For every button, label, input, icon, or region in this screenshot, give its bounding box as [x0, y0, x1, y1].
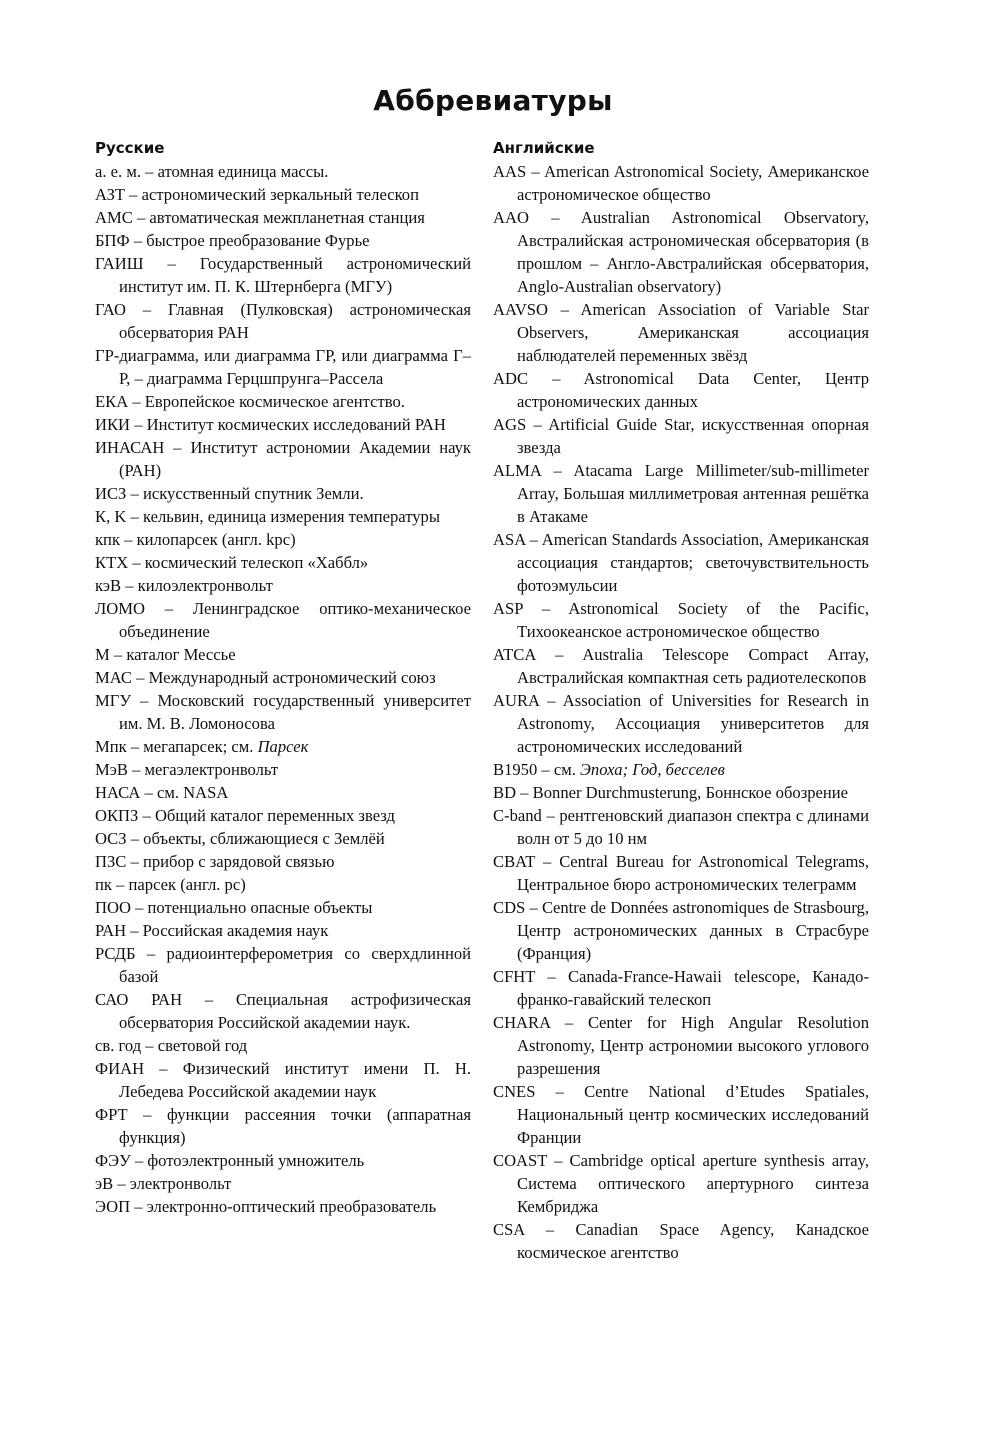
abbreviation-definition: см. NASA — [156, 783, 229, 802]
abbreviation-separator: – — [144, 1059, 183, 1078]
abbreviation-term: кэВ — [95, 576, 122, 595]
abbreviation-definition: мегапарсек; см. — [143, 737, 258, 756]
abbreviation-definition: килопарсек (англ. kpc) — [136, 530, 296, 549]
abbreviation-separator: – — [130, 415, 147, 434]
abbreviation-definition: радиоинтерферометрия со сверхдлинной базой — [119, 944, 472, 986]
abbreviation-definition: рентгеновский диапазон спектра с длинами волн от 5 до 10 нм — [517, 806, 869, 848]
abbreviation-term: COAST — [493, 1151, 548, 1170]
abbreviation-separator: – — [516, 783, 533, 802]
abbreviation-term: МГУ — [95, 691, 132, 710]
abbreviation-definition: Association of Universities for Research in Astronomy, Ассоциация университетов для астрономических исследований — [517, 691, 869, 756]
russian-heading: Русские — [95, 139, 165, 157]
abbreviation-definition: Cambridge optical aperture synthesis array, Система оптического апертурного синтеза Кембриджа — [517, 1151, 869, 1216]
abbreviation-definition: American Association of Variable Star Observers, Американская ассоциация наблюдателей переменных звёзд — [517, 300, 869, 365]
abbreviation-term: св. год — [95, 1036, 142, 1055]
abbreviation-definition: American Standards Association, Американская ассоциация стандартов; светочувствительность фотоэмульсии — [517, 530, 869, 595]
abbreviation-separator: – — [539, 691, 563, 710]
abbreviation-term: ИСЗ — [95, 484, 127, 503]
abbreviation-separator: – — [113, 1174, 130, 1193]
english-column — [493, 138, 869, 1264]
abbreviation-entry — [95, 160, 471, 183]
abbreviation-term: ОСЗ — [95, 829, 127, 848]
abbreviation-term: кпк — [95, 530, 121, 549]
abbreviation-definition: Институт космических исследований РАН — [146, 415, 446, 434]
abbreviation-definition: килоэлектронвольт — [137, 576, 273, 595]
abbreviation-term: CNES — [493, 1082, 536, 1101]
abbreviation-definition: кельвин, единица измерения температуры — [142, 507, 440, 526]
abbreviation-definition: Atacama Large Millimeter/sub-millimeter Array, Большая миллиметровая антенная решётка в Атакаме — [517, 461, 869, 526]
abbreviation-entry — [493, 160, 869, 206]
abbreviation-separator: – — [548, 300, 581, 319]
abbreviation-separator: – — [547, 1151, 570, 1170]
abbreviation-entry — [95, 1057, 471, 1103]
abbreviation-separator: – — [164, 438, 191, 457]
abbreviation-term: AURA — [493, 691, 540, 710]
abbreviation-entry — [493, 528, 869, 597]
abbreviation-term: ЕКА — [95, 392, 129, 411]
english-abbreviation-list — [493, 160, 869, 1264]
abbreviation-separator: – — [131, 691, 158, 710]
abbreviation-separator: – — [128, 392, 145, 411]
abbreviation-entry — [95, 1149, 471, 1172]
abbreviation-term: пк — [95, 875, 112, 894]
abbreviation-term: ГАИШ — [95, 254, 144, 273]
abbreviation-entry — [95, 252, 471, 298]
abbreviation-entry — [493, 850, 869, 896]
abbreviation-term: ALMA — [493, 461, 541, 480]
abbreviation-entry — [95, 1195, 471, 1218]
abbreviation-term: CDS — [493, 898, 526, 917]
abbreviation-entry — [95, 528, 471, 551]
abbreviation-separator: – — [126, 507, 143, 526]
abbreviation-definition: каталог Мессье — [126, 645, 236, 664]
abbreviation-definition: быстрое преобразование Фурье — [146, 231, 370, 250]
abbreviation-term: ЛОМО — [95, 599, 145, 618]
abbreviation-term: ИНАСАН — [95, 438, 165, 457]
abbreviation-definition: фотоэлектронный умножитель — [147, 1151, 365, 1170]
abbreviation-term: B1950 — [493, 760, 538, 779]
abbreviation-separator: – — [121, 576, 138, 595]
abbreviation-separator: – — [125, 300, 168, 319]
abbreviation-definition: Canadian Space Agency, Канадское космическое агентство — [517, 1220, 870, 1262]
abbreviation-separator: – — [140, 162, 158, 181]
abbreviation-separator: – — [129, 231, 147, 250]
abbreviation-term: ATCA — [493, 645, 536, 664]
abbreviation-term: Мпк — [95, 737, 127, 756]
abbreviation-entry — [493, 758, 869, 781]
abbreviation-definition: Ленинградское оптико-механическое объединение — [119, 599, 471, 641]
abbreviation-separator: – — [130, 1197, 147, 1216]
abbreviation-definition: см. — [553, 760, 581, 779]
abbreviation-term: ФЭУ — [95, 1151, 131, 1170]
abbreviation-entry — [493, 896, 869, 965]
abbreviation-definition: автоматическая межпланетная станция — [149, 208, 425, 227]
abbreviation-definition: Bonner Durchmusterung, Боннское обозрение — [532, 783, 849, 802]
abbreviation-separator: – — [525, 530, 542, 549]
abbreviation-term: ASP — [493, 599, 523, 618]
abbreviation-definition: Astronomical Data Center, Центр астрономических данных — [517, 369, 869, 411]
abbreviation-term: РСДБ — [95, 944, 136, 963]
abbreviation-term: AGS — [493, 415, 527, 434]
abbreviation-entry — [493, 689, 869, 758]
abbreviation-entry — [95, 896, 471, 919]
abbreviation-separator: – — [535, 645, 583, 664]
abbreviation-entry — [95, 988, 471, 1034]
abbreviation-entry — [95, 1172, 471, 1195]
abbreviation-entry — [493, 1149, 869, 1218]
abbreviation-entry — [95, 183, 471, 206]
abbreviation-separator: – — [524, 1220, 576, 1239]
abbreviation-term: БПФ — [95, 231, 130, 250]
abbreviation-term: ЭОП — [95, 1197, 131, 1216]
abbreviation-term: САО РАН — [95, 990, 183, 1009]
abbreviation-definition: Center for High Angular Resolution Astronomy, Центр астрономии высокого углового разрешения — [517, 1013, 870, 1078]
abbreviation-cross-reference: Парсек — [257, 737, 309, 756]
abbreviation-separator: – — [541, 806, 560, 825]
abbreviation-definition: мегаэлектронвольт — [144, 760, 279, 779]
abbreviation-definition: Centre National d’Etudes Spatiales, Национальный центр космических исследований Франции — [517, 1082, 870, 1147]
abbreviation-separator: – — [120, 530, 137, 549]
abbreviation-entry — [493, 298, 869, 367]
abbreviation-definition: Российская академия наук — [142, 921, 329, 940]
abbreviation-entry — [95, 942, 471, 988]
abbreviation-separator: – — [135, 944, 167, 963]
abbreviation-definition: Государственный астрономический институт им. П. К. Штернберга (МГУ) — [119, 254, 472, 296]
abbreviation-entry — [95, 574, 471, 597]
abbreviation-entry — [95, 1103, 471, 1149]
page-title: Аббревиатуры — [373, 84, 613, 117]
abbreviation-term: АЗТ — [95, 185, 126, 204]
abbreviation-separator: – — [522, 599, 569, 618]
abbreviation-separator: – — [535, 967, 568, 986]
abbreviation-definition: Canada-France-Hawaii telescope, Канадо-франко-гавайский телескоп — [517, 967, 869, 1009]
abbreviation-separator: – — [550, 1013, 588, 1032]
abbreviation-separator: – — [126, 852, 143, 871]
abbreviation-definition: Институт астрономии Академии наук (РАН) — [119, 438, 471, 480]
abbreviation-term: ОКПЗ — [95, 806, 139, 825]
abbreviation-entry — [493, 597, 869, 643]
abbreviation-definition: диаграмма Герцшпрунга–Рассела — [146, 369, 384, 388]
abbreviation-definition: парсек (англ. pc) — [128, 875, 246, 894]
abbreviation-definition: электронвольт — [129, 1174, 232, 1193]
russian-column — [95, 138, 471, 1218]
abbreviation-separator: – — [132, 208, 150, 227]
abbreviation-entry — [95, 666, 471, 689]
abbreviation-definition: астрономический зеркальный телескоп — [141, 185, 419, 204]
abbreviation-term: МэВ — [95, 760, 128, 779]
abbreviation-entry — [95, 1034, 471, 1057]
abbreviation-term: AAS — [493, 162, 527, 181]
abbreviation-entry — [95, 413, 471, 436]
abbreviation-term: К, K — [95, 507, 127, 526]
abbreviation-definition: Европейское космическое агентство. — [144, 392, 405, 411]
abbreviation-separator: – — [144, 599, 193, 618]
abbreviation-entry — [95, 390, 471, 413]
abbreviation-entry — [95, 758, 471, 781]
abbreviation-entry — [493, 1011, 869, 1080]
abbreviation-term: ПЗС — [95, 852, 127, 871]
abbreviation-term: CFHT — [493, 967, 536, 986]
abbreviation-entry — [493, 206, 869, 298]
abbreviation-separator: – — [131, 668, 149, 687]
abbreviation-separator: – — [140, 783, 157, 802]
abbreviation-definition: прибор с зарядовой связью — [142, 852, 335, 871]
abbreviation-separator: – — [141, 1036, 158, 1055]
abbreviation-definition: Специальная астрофизическая обсерватория Российской академии наук. — [119, 990, 471, 1032]
abbreviation-entry — [493, 804, 869, 850]
abbreviation-term: CHARA — [493, 1013, 551, 1032]
abbreviation-entry — [493, 459, 869, 528]
abbreviation-entry — [95, 597, 471, 643]
abbreviation-separator: – — [540, 461, 574, 480]
abbreviation-term: КТХ — [95, 553, 129, 572]
abbreviation-entry — [493, 1218, 869, 1264]
abbreviation-cross-reference: Эпоха; Год, бесселев — [580, 760, 725, 779]
abbreviation-separator: – — [143, 254, 200, 273]
abbreviation-term: ГР-диаграмма, или диаграмма ГР, или диаграмма Г–Р, — [95, 346, 471, 388]
abbreviation-separator: – — [525, 898, 542, 917]
abbreviation-entry — [95, 482, 471, 505]
abbreviation-entry — [493, 413, 869, 459]
abbreviation-separator: – — [126, 737, 144, 756]
abbreviation-entry — [493, 781, 869, 804]
abbreviation-definition: Australian Astronomical Observatory, Австралийская астрономическая обсерватория (в прошлом – Англо-Австралийская обсерватория, Anglo-Australian observatory) — [517, 208, 869, 296]
abbreviation-term: ИКИ — [95, 415, 131, 434]
abbreviation-term: AAVSO — [493, 300, 549, 319]
abbreviation-definition: космический телескоп «Хаббл» — [144, 553, 369, 572]
abbreviation-definition: искусственный спутник Земли. — [142, 484, 364, 503]
abbreviation-definition: Artificial Guide Star, искусственная опорная звезда — [517, 415, 869, 457]
russian-abbreviation-list — [95, 160, 471, 1218]
abbreviation-entry — [95, 735, 471, 758]
abbreviation-separator: – — [535, 852, 560, 871]
abbreviation-entry — [95, 551, 471, 574]
abbreviation-separator: – — [126, 484, 143, 503]
abbreviation-separator: – — [130, 1151, 148, 1170]
abbreviation-separator: – — [128, 553, 145, 572]
abbreviation-term: РАН — [95, 921, 127, 940]
abbreviation-definition: Astronomical Society of the Pacific, Тихоокеанское астрономическое общество — [517, 599, 869, 641]
abbreviation-definition: функции рассеяния точки (аппаратная функция) — [119, 1105, 471, 1147]
abbreviation-separator: – — [130, 898, 148, 917]
abbreviation-definition: American Astronomical Society, Американское астрономическое общество — [517, 162, 869, 204]
abbreviation-entry — [95, 873, 471, 896]
abbreviation-definition: потенциально опасные объекты — [147, 898, 373, 917]
abbreviation-term: АМС — [95, 208, 133, 227]
abbreviation-term: CBAT — [493, 852, 536, 871]
abbreviation-entry — [493, 367, 869, 413]
abbreviation-entry — [493, 1080, 869, 1149]
abbreviation-separator: – — [138, 806, 155, 825]
english-heading: Английские — [493, 139, 595, 157]
abbreviation-definition: световой год — [157, 1036, 248, 1055]
abbreviation-definition: Московский государственный университет им. М. В. Ломоносова — [119, 691, 472, 733]
abbreviation-entry — [95, 298, 471, 344]
abbreviation-definition: объекты, сближающиеся с Землёй — [143, 829, 385, 848]
abbreviation-entry — [95, 505, 471, 528]
abbreviation-entry — [95, 804, 471, 827]
abbreviation-entry — [95, 919, 471, 942]
abbreviation-entry — [493, 643, 869, 689]
abbreviation-definition: Международный астрономический союз — [148, 668, 436, 687]
abbreviation-term: М — [95, 645, 110, 664]
abbreviation-term: ФИАН — [95, 1059, 145, 1078]
abbreviation-entry — [95, 827, 471, 850]
abbreviation-separator: – — [126, 829, 144, 848]
abbreviation-definition: Australia Telescope Compact Array, Австралийская компактная сеть радиотелескопов — [517, 645, 869, 687]
abbreviation-separator: – — [125, 185, 142, 204]
abbreviation-definition: Общий каталог переменных звезд — [154, 806, 395, 825]
abbreviation-term: эВ — [95, 1174, 114, 1193]
abbreviation-entry — [95, 781, 471, 804]
abbreviation-term: ПОО — [95, 898, 131, 917]
abbreviation-definition: электронно-оптический преобразователь — [146, 1197, 437, 1216]
abbreviation-separator: – — [528, 369, 584, 388]
abbreviation-definition: Физический институт имени П. Н. Лебедева Российской академии наук — [119, 1059, 471, 1101]
abbreviation-term: ФРТ — [95, 1105, 128, 1124]
abbreviation-separator: – — [126, 921, 143, 940]
abbreviation-separator: – — [127, 760, 145, 779]
abbreviation-separator: – — [127, 1105, 167, 1124]
abbreviation-definition: атомная единица массы. — [157, 162, 329, 181]
abbreviation-separator: – — [526, 162, 545, 181]
abbreviation-term: а. е. м. — [95, 162, 141, 181]
abbreviation-term: AAO — [493, 208, 529, 227]
abbreviation-separator: – — [528, 208, 581, 227]
abbreviation-entry — [493, 965, 869, 1011]
abbreviation-separator: – — [130, 369, 147, 388]
abbreviation-entry — [95, 689, 471, 735]
abbreviation-separator: – — [535, 1082, 585, 1101]
abbreviation-term: НАСА — [95, 783, 141, 802]
abbreviation-entry — [95, 436, 471, 482]
abbreviation-entry — [95, 850, 471, 873]
abbreviation-separator: – — [526, 415, 549, 434]
abbreviation-term: BD — [493, 783, 517, 802]
abbreviation-separator: – — [182, 990, 236, 1009]
abbreviation-entry — [95, 229, 471, 252]
abbreviation-definition: Главная (Пулковская) астрономическая обсерватория РАН — [119, 300, 471, 342]
abbreviation-definition: Centre de Données astronomiques de Strasbourg, Центр астрономических данных в Страсбуре (Франция) — [517, 898, 869, 963]
abbreviation-term: C-band — [493, 806, 542, 825]
abbreviation-separator: – — [537, 760, 554, 779]
abbreviation-term: МАС — [95, 668, 132, 687]
abbreviation-term: CSA — [493, 1220, 525, 1239]
abbreviation-term: ADC — [493, 369, 529, 388]
abbreviation-definition: Central Bureau for Astronomical Telegrams, Центральное бюро астрономических телеграмм — [517, 852, 869, 894]
abbreviation-separator: – — [111, 875, 129, 894]
abbreviation-entry — [95, 206, 471, 229]
abbreviation-term: ГАО — [95, 300, 126, 319]
abbreviation-term: ASA — [493, 530, 526, 549]
abbreviation-entry — [95, 344, 471, 390]
abbreviation-entry — [95, 643, 471, 666]
abbreviation-separator: – — [109, 645, 127, 664]
